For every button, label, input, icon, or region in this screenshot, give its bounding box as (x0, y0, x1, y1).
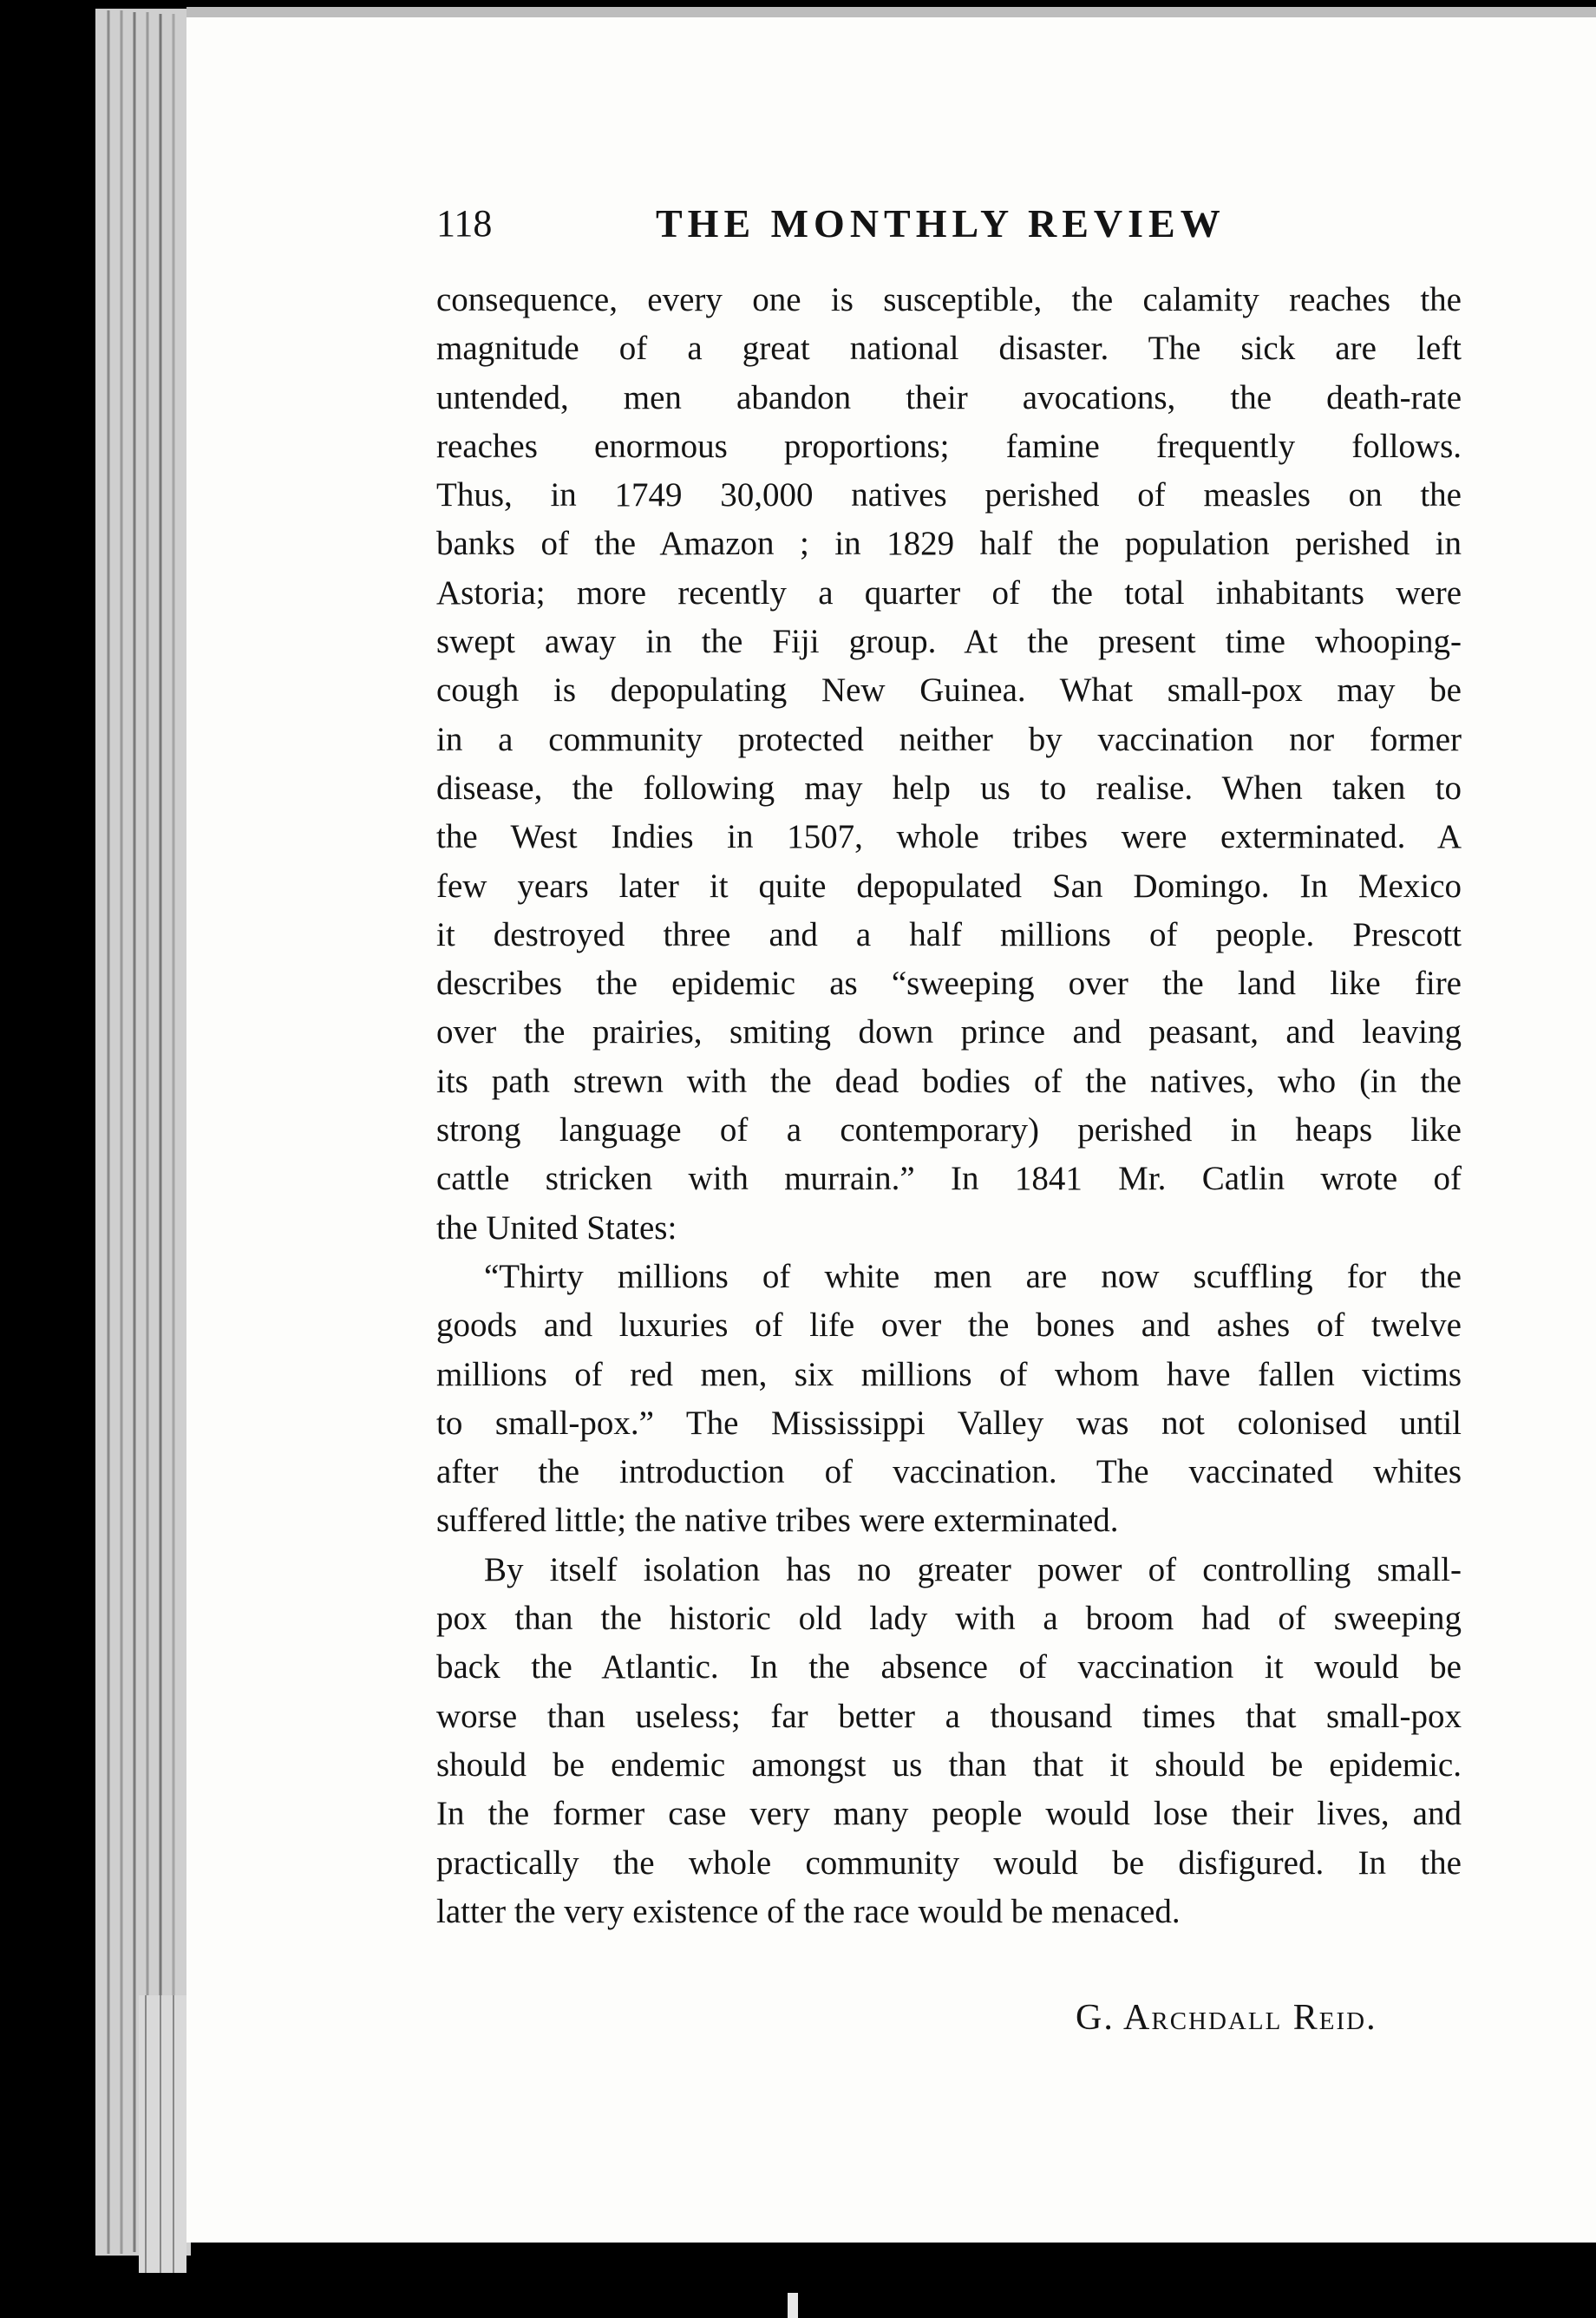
running-title: THE MONTHLY REVIEW (656, 201, 1226, 246)
text-line: millions of red men, six millions of whom have fallen victims (436, 1355, 1462, 1393)
text-line: should be endemic amongst us than that it should be epidemic. (436, 1745, 1462, 1784)
text-line: cough is depopulating New Guinea. What small-pox may be (436, 671, 1462, 710)
text-line: reaches enormous proportions; famine frequently follows. (436, 427, 1462, 465)
page-number: 118 (436, 202, 493, 245)
text-line: strong language of a contemporary) perished in heaps like (436, 1111, 1462, 1149)
article-body (436, 276, 1462, 1936)
text-line: pox than the historic old lady with a broom had of sweeping (436, 1600, 1462, 1638)
text-line: few years later it quite depopulated San Domingo. In Mexico (436, 867, 1462, 905)
text-line: practically the whole community would be disfigured. In the (436, 1843, 1462, 1882)
text-line: to small-pox.” The Mississippi Valley was not colonised until (436, 1404, 1462, 1442)
text-line: it destroyed three and a half millions of people. Prescott (436, 915, 1462, 953)
text-line: worse than useless; far better a thousand times that small-pox (436, 1697, 1462, 1735)
text-line: over the prairies, smiting down prince and peasant, and leaving (436, 1013, 1462, 1051)
text-line: after the introduction of vaccination. The vaccinated whites (436, 1453, 1462, 1491)
text-line: cattle stricken with murrain.” In 1841 Mr. Catlin wrote of (436, 1160, 1462, 1198)
text-line: in a community protected neither by vaccination nor former (436, 720, 1462, 758)
text-line: latter the very existence of the race would be menaced. (436, 1892, 1181, 1930)
text-line: “Thirty millions of white men are now scuffling for the (484, 1257, 1462, 1295)
text-line: back the Atlantic. In the absence of vaccination it would be (436, 1648, 1462, 1686)
page-header (436, 198, 1304, 250)
text-line: banks of the Amazon ; in 1829 half the population perished in (436, 525, 1462, 563)
text-line: In the former case very many people would lose their lives, and (436, 1795, 1462, 1833)
text-line: consequence, every one is susceptible, the calamity reaches the (436, 281, 1462, 318)
text-line: Thus, in 1749 30,000 natives perished of measles on the (436, 476, 1462, 514)
text-line: Astoria; more recently a quarter of the total inhabitants were (436, 573, 1462, 612)
text-line: swept away in the Fiji group. At the present time whooping- (436, 623, 1462, 661)
text-line: the United States: (436, 1208, 677, 1247)
text-line: goods and luxuries of life over the bones and ashes of twelve (436, 1306, 1462, 1345)
scan-artifact (788, 2293, 798, 2318)
text-line: By itself isolation has no greater power of controlling small- (484, 1550, 1462, 1588)
text-line: magnitude of a great national disaster. The sick are left (436, 330, 1462, 368)
text-line: untended, men abandon their avocations, the death-rate (436, 378, 1462, 416)
author-signature: G. Archdall Reid. (1076, 1998, 1377, 2038)
text-line: the West Indies in 1507, whole tribes were exterminated. A (436, 818, 1462, 856)
text-line: describes the epidemic as “sweeping over the land like fire (436, 965, 1462, 1003)
text-line: its path strewn with the dead bodies of the natives, who (in the (436, 1062, 1462, 1100)
text-line: suffered little; the native tribes were exterminated. (436, 1502, 1119, 1540)
text-line: disease, the following may help us to realise. When taken to (436, 769, 1462, 807)
